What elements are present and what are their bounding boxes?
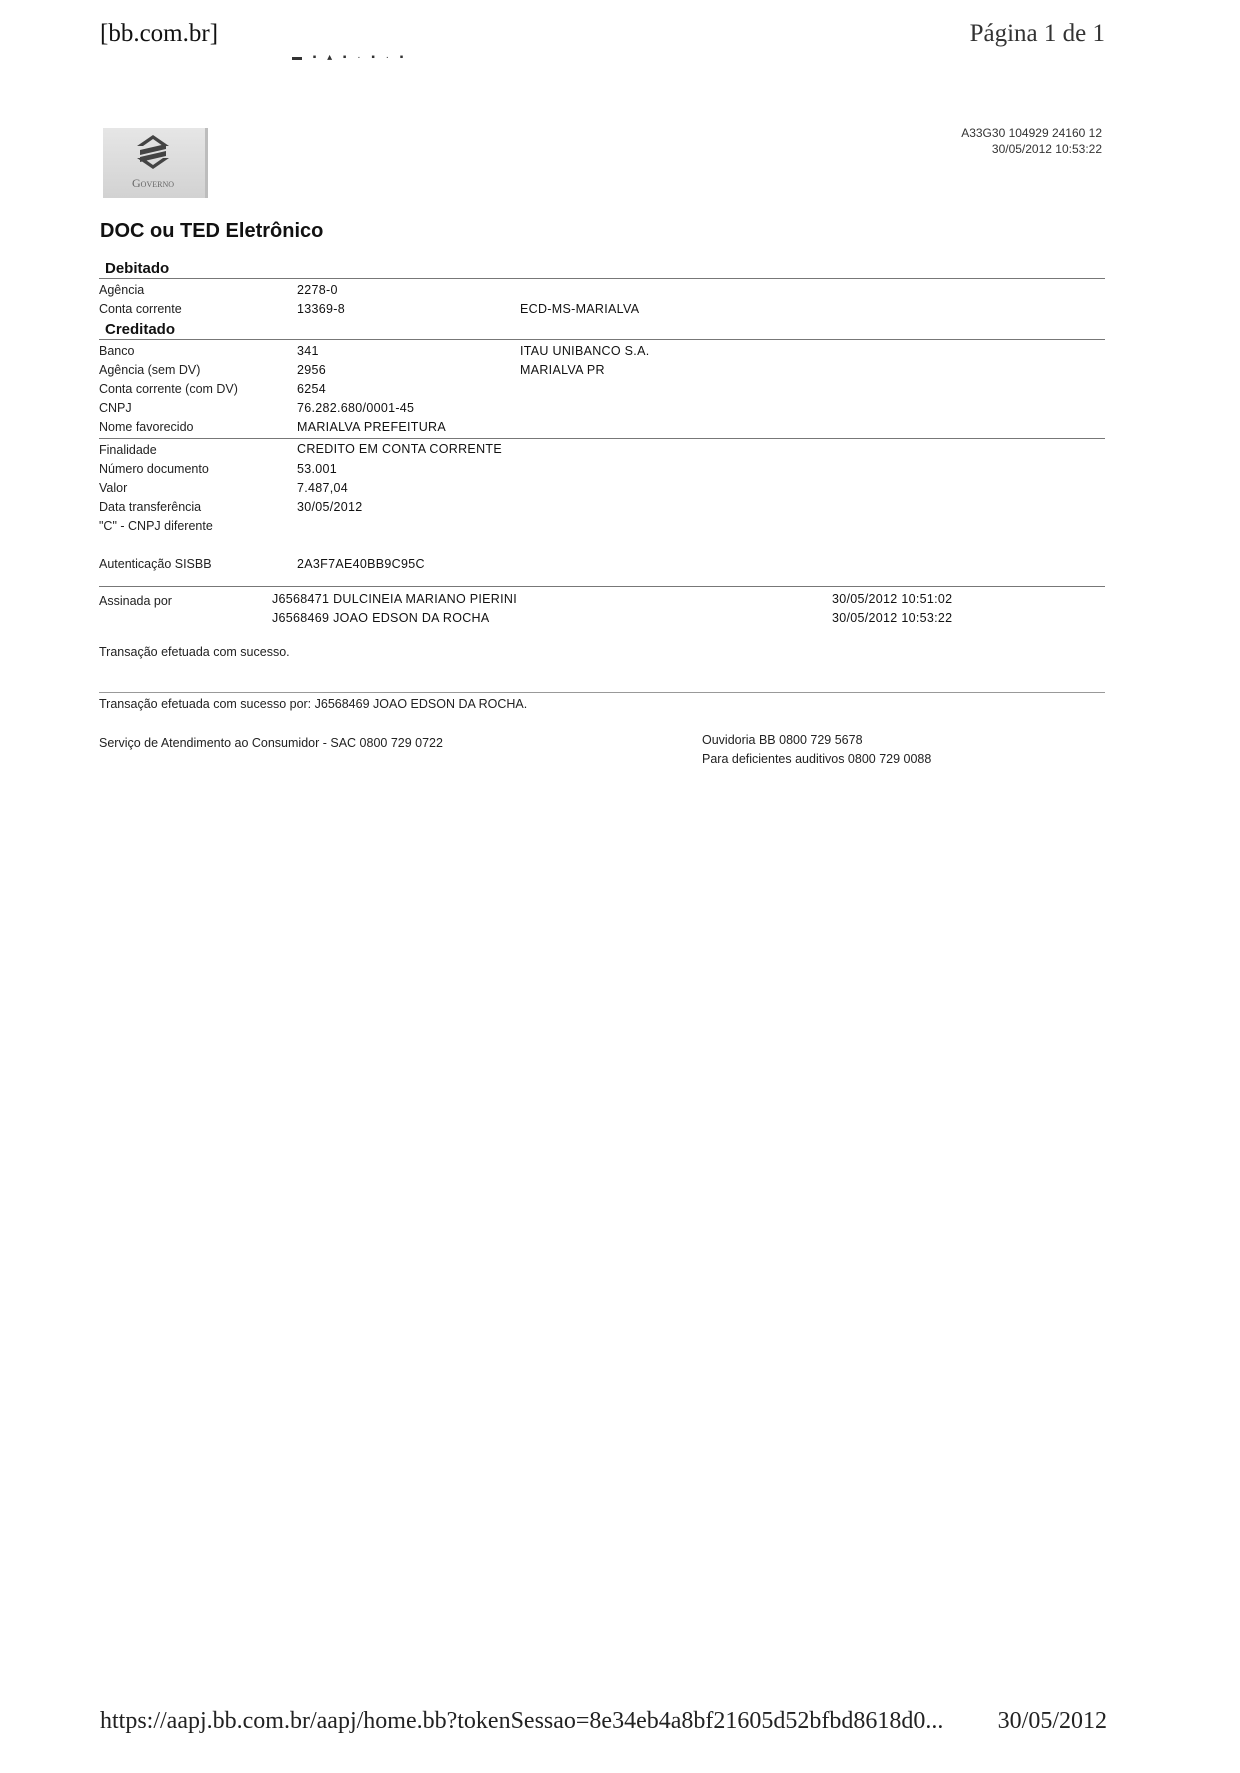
debitado-agencia-value: 2278-0: [297, 283, 338, 297]
debitado-conta-label: Conta corrente: [99, 302, 182, 316]
divider: [99, 438, 1105, 439]
cnpj-diferente-note: "C" - CNPJ diferente: [99, 519, 213, 533]
transaction-status: Transação efetuada com sucesso.: [99, 645, 290, 659]
banco-label: Banco: [99, 344, 135, 358]
creditado-agencia-label: Agência (sem DV): [99, 363, 201, 377]
valor-label: Valor: [99, 481, 128, 495]
signer-timestamp: 30/05/2012 10:51:02: [832, 592, 953, 606]
banco-name: ITAU UNIBANCO S.A.: [520, 344, 650, 358]
debitado-heading: Debitado: [105, 260, 170, 277]
signer-name: J6568471 DULCINEIA MARIANO PIERINI: [272, 592, 518, 606]
bb-logo-icon: [136, 134, 170, 170]
cnpj-label: CNPJ: [99, 401, 132, 415]
reference-block: [961, 125, 1102, 157]
creditado-agencia-city: MARIALVA PR: [520, 363, 605, 377]
logo-text: Governo: [132, 176, 174, 190]
ouvidoria-contact: Ouvidoria BB 0800 729 5678: [702, 733, 863, 747]
debitado-conta-name: ECD-MS-MARIALVA: [520, 302, 640, 316]
finalidade-label: Finalidade: [99, 443, 157, 457]
banco-value: 341: [297, 344, 319, 358]
bb-governo-logo: [103, 128, 208, 198]
debitado-conta-value: 13369-8: [297, 302, 345, 316]
debitado-agencia-label: Agência: [99, 283, 145, 297]
page-title: DOC ou TED Eletrônico: [100, 220, 324, 242]
finalidade-value: CREDITO EM CONTA CORRENTE: [297, 442, 502, 456]
site-header: [bb.com.br]: [100, 20, 219, 47]
favorecido-value: MARIALVA PREFEITURA: [297, 420, 447, 434]
cnpj-value: 76.282.680/0001-45: [297, 401, 415, 415]
reference-code: A33G30 104929 24160 12: [961, 126, 1102, 140]
assinada-por-label: Assinada por: [99, 594, 172, 608]
divider: [99, 586, 1105, 587]
data-transferencia-value: 30/05/2012: [297, 500, 363, 514]
reference-timestamp: 30/05/2012 10:53:22: [991, 142, 1102, 156]
data-transferencia-label: Data transferência: [99, 500, 202, 514]
creditado-heading: Creditado: [105, 321, 176, 338]
numero-documento-label: Número documento: [99, 462, 209, 476]
creditado-conta-value: 6254: [297, 382, 327, 396]
autenticacao-value: 2A3F7AE40BB9C95C: [297, 557, 425, 571]
signer-timestamp: 30/05/2012 10:53:22: [832, 611, 953, 625]
divider: [99, 339, 1105, 340]
page-indicator: Página 1 de 1: [969, 20, 1105, 47]
footer-date: 30/05/2012: [997, 1708, 1107, 1734]
divider: [99, 278, 1105, 279]
transaction-status-by: Transação efetuada com sucesso por: J6568469 JOAO EDSON DA ROCHA.: [99, 697, 528, 711]
deficientes-contact: Para deficientes auditivos 0800 729 0088: [702, 752, 932, 766]
creditado-conta-label: Conta corrente (com DV): [99, 382, 238, 396]
valor-value: 7.487,04: [297, 481, 349, 495]
favorecido-label: Nome favorecido: [99, 420, 194, 434]
autenticacao-label: Autenticação SISBB: [99, 557, 212, 571]
sac-contact: Serviço de Atendimento ao Consumidor - SAC 0800 729 0722: [99, 736, 443, 750]
scan-artifact-marks: ▬ ▪ ▴ ▪ · ▪ · ▪: [292, 52, 408, 63]
numero-documento-value: 53.001: [297, 462, 338, 476]
creditado-agencia-value: 2956: [297, 363, 327, 377]
divider: [99, 692, 1105, 693]
signer-name: J6568469 JOAO EDSON DA ROCHA: [272, 611, 490, 625]
footer-url: https://aapj.bb.com.br/aapj/home.bb?tokenSessao=8e34eb4a8bf21605d52bfbd8618d0...: [100, 1708, 944, 1734]
